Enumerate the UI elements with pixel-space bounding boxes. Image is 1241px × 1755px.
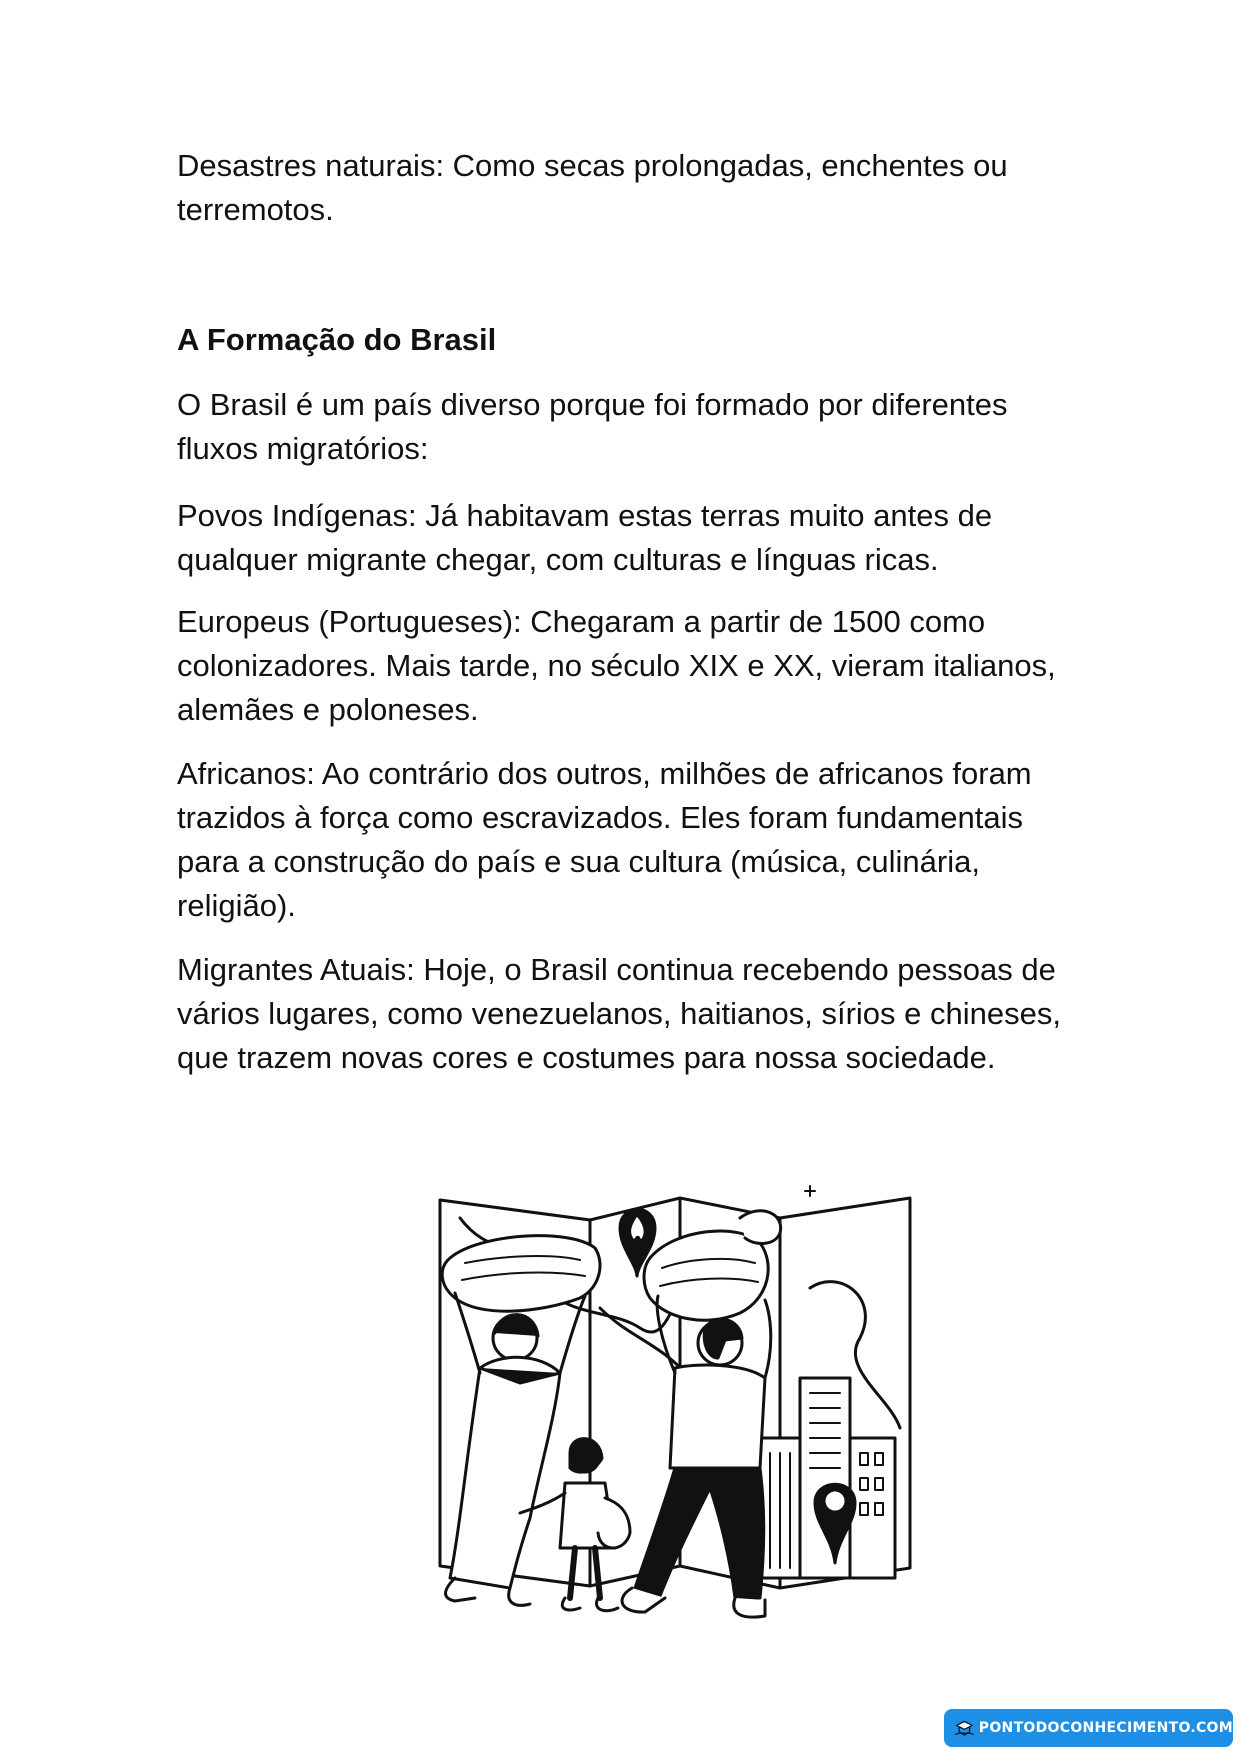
site-badge[interactable] bbox=[944, 1709, 1233, 1747]
paragraph-natural-disasters: Desastres naturais: Como secas prolongadas, enchentes ou terremotos. bbox=[177, 148, 1008, 227]
paragraph-europeans: Europeus (Portugueses): Chegaram a partir de 1500 como colonizadores. Mais tarde, no século XIX e XX, vieram italianos, alemães e poloneses. bbox=[177, 604, 1056, 727]
book-reader-icon bbox=[954, 1714, 975, 1742]
paragraph-current-migrants: Migrantes Atuais: Hoje, o Brasil continua recebendo pessoas de vários lugares, como venezuelanos, haitianos, sírios e chineses, que trazem novas cores e costumes para nossa sociedade. bbox=[177, 952, 1061, 1075]
section-heading: A Formação do Brasil bbox=[177, 322, 497, 357]
paragraph-indigenous: Povos Indígenas: Já habitavam estas terras muito antes de qualquer migrante chegar, com culturas e línguas ricas. bbox=[177, 498, 993, 577]
badge-label: PONTODOCONHECIMENTO.COM bbox=[978, 1720, 1233, 1736]
paragraph-africans: Africanos: Ao contrário dos outros, milhões de africanos foram trazidos à força como escravizados. Eles foram fundamentais para a construção do país e sua cultura (música, culinária, religião). bbox=[177, 756, 1032, 923]
paragraph-intro: O Brasil é um país diverso porque foi formado por diferentes fluxos migratórios: bbox=[177, 387, 1008, 466]
migrants-map-illustration bbox=[420, 1168, 930, 1658]
